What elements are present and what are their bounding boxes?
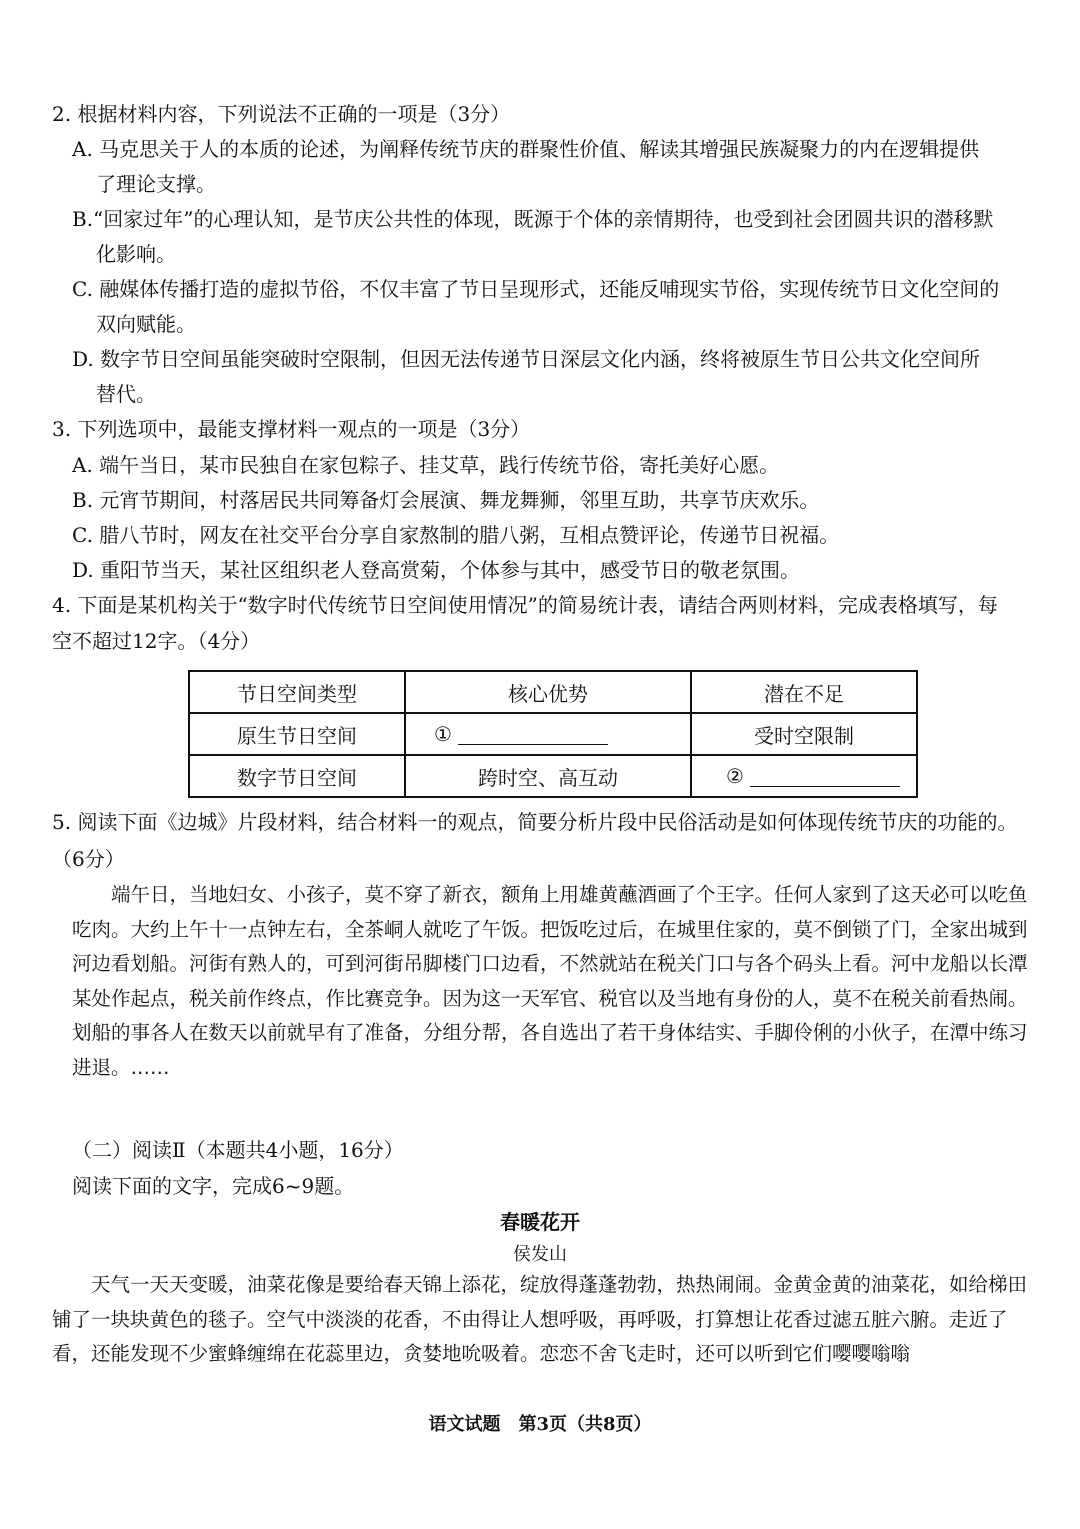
table-header-type: 节日空间类型	[189, 671, 405, 713]
table-cell-type: 原生节日空间	[189, 713, 405, 755]
article-passage: 天气一天天变暖，油菜花像是要给春天锦上添花，绽放得蓬蓬勃勃，热热闹闹。金黄金黄的油菜花，如给梯田铺了一块块黄色的毯子。空气中淡淡的花香，不由得让人想呼吸，再呼吸，打算想让花香过滤五脏六腑。走近了看，还能发现不少蜜蜂缠绵在花蕊里边，贪婪地吮吸着。恋恋不舍飞走时，还可以听到它们嘤嘤嗡嗡	[52, 1273, 1028, 1365]
q2-option-c-line1: C. 融媒体传播打造的虚拟节俗，不仅丰富了节日呈现形式，还能反哺现实节俗，实现传统节日文化空间的	[72, 277, 1000, 301]
article-author: 侯发山	[513, 1244, 567, 1265]
table-cell-weakness: 受时空限制	[691, 713, 917, 755]
q2-option-a-line1: A. 马克思关于人的本质的论述，为阐释传统节庆的群聚性价值、解读其增强民族凝聚力的内在逻辑提供	[72, 137, 980, 161]
q2-option-d-line1: D. 数字节日空间虽能突破时空限制，但因无法传递节日深层文化内涵，终将被原生节日公共文化空间所	[72, 347, 981, 371]
blank-mark-2: ②	[726, 764, 744, 788]
table-cell-type: 数字节日空间	[189, 755, 405, 797]
q2-stem: 2. 根据材料内容，下列说法不正确的一项是（3分）	[52, 102, 511, 126]
q2-option-a-line2: 了理论支撑。	[96, 172, 216, 196]
page-footer: 语文试题 第3页（共8页）	[428, 1414, 652, 1435]
table-cell-advantage: 跨时空、高互动	[405, 755, 691, 797]
table-cell-blank-1	[405, 713, 691, 755]
table-cell-blank-2	[691, 755, 917, 797]
section2-instruction: 阅读下面的文字，完成6~9题。	[72, 1174, 355, 1198]
q5-stem-line2: （6分）	[52, 847, 125, 871]
q5-stem-line1: 5. 阅读下面《边城》片段材料，结合材料一的观点，简要分析片段中民俗活动是如何体现传统节庆的功能的。	[52, 810, 1018, 834]
blank-mark-1: ①	[434, 722, 452, 746]
answer-blank-1	[458, 722, 608, 745]
bian-cheng-excerpt: 端午日，当地妇女、小孩子，莫不穿了新衣，额角上用雄黄蘸酒画了个王字。任何人家到了这天必可以吃鱼吃肉。大约上午十一点钟左右，全茶峒人就吃了午饭。把饭吃过后，在城里住家的，莫不倒锁了门，全家出城到河边看划船。河街有熟人的，可到河街吊脚楼门口边看，不然就站在税关门口与各个码头上看。河中龙船以长潭某处作起点，税关前作终点，作比赛竞争。因为这一天军官、税官以及当地有身份的人，莫不在税关前看热闹。划船的事各人在数天以前就早有了准备，分组分帮，各自选出了若干身体结实、手脚伶俐的小伙子，在潭中练习进退。……	[72, 883, 1028, 1079]
table-row	[189, 755, 917, 797]
table-header-advantage: 核心优势	[405, 671, 691, 713]
q4-stem-line1: 4. 下面是某机构关于“数字时代传统节日空间使用情况”的简易统计表，请结合两则材料，完成表格填写，每	[52, 593, 998, 617]
q3-option-d: D. 重阳节当天，某社区组织老人登高赏菊，个体参与其中，感受节日的敬老氛围。	[72, 558, 801, 582]
q2-option-c-line2: 双向赋能。	[96, 312, 196, 336]
q3-option-c: C. 腊八节时，网友在社交平台分享自家熬制的腊八粥，互相点赞评论，传递节日祝福。	[72, 523, 840, 547]
q2-option-d-line2: 替代。	[96, 382, 156, 406]
article-title: 春暖花开	[500, 1210, 580, 1234]
table-header-weakness: 潜在不足	[691, 671, 917, 713]
q3-option-b: B. 元宵节期间，村落居民共同筹备灯会展演、舞龙舞狮，邻里互助，共享节庆欢乐。	[72, 488, 820, 512]
q3-option-a: A. 端午当日，某市民独自在家包粽子、挂艾草，践行传统节俗，寄托美好心愿。	[72, 453, 780, 477]
table-header-row	[189, 671, 917, 713]
answer-blank-2	[750, 764, 900, 787]
table-row	[189, 713, 917, 755]
section2-heading: （二）阅读Ⅱ（本题共4小题，16分）	[72, 1138, 404, 1162]
q2-option-b-line2: 化影响。	[96, 242, 176, 266]
stats-table	[188, 670, 918, 798]
q2-option-b-line1: B.“回家过年”的心理认知，是节庆公共性的体现，既源于个体的亲情期待，也受到社会团圆共识的潜移默	[72, 207, 994, 231]
q4-stem-line2: 空不超过12字。（4分）	[52, 629, 261, 653]
q3-stem: 3. 下列选项中，最能支撑材料一观点的一项是（3分）	[52, 417, 531, 441]
